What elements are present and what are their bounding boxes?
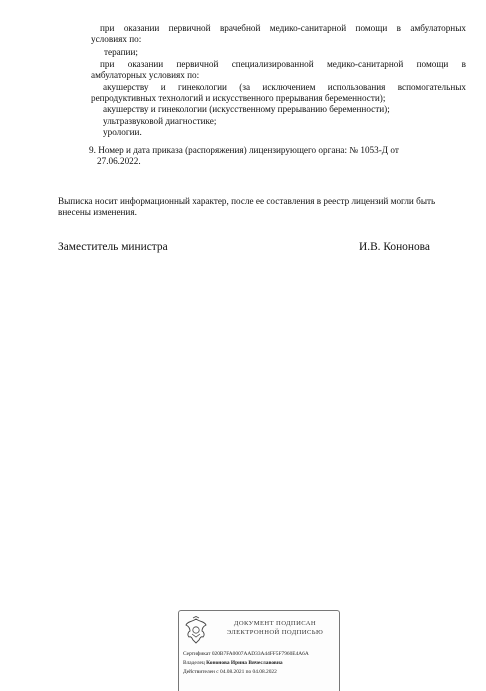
- order-line: 27.06.2022.: [97, 156, 141, 166]
- list-line: акушерству и гинекологии (искусственному прерыванию беременности);: [103, 104, 390, 114]
- stamp-certificate-label: Сертификат: [183, 651, 211, 657]
- list-line: репродуктивных технологий и искусственного прерывания беременности);: [91, 93, 386, 103]
- note-line: внесены изменения.: [58, 207, 137, 217]
- coat-of-arms-icon: [183, 616, 209, 646]
- stamp-validity-label: Действителен с: [183, 669, 219, 675]
- stamp-validity: [183, 669, 277, 676]
- list-line: при оказании первичной врачебной медико-санитарной помощи в амбулаторных: [100, 23, 466, 33]
- list-line: условиях по:: [91, 34, 142, 44]
- list-line: ультразвуковой диагностике;: [103, 116, 217, 126]
- e-signature-stamp: [178, 610, 340, 691]
- stamp-owner-value: Кононова Ирина Вячеславовна: [206, 660, 283, 666]
- signatory-name: И.В. Кононова: [359, 241, 430, 253]
- signatory-position: Заместитель министра: [58, 241, 168, 253]
- order-line: 9. Номер и дата приказа (распоряжения) лицензирующего органа: № 1053-Д от: [89, 145, 399, 155]
- stamp-certificate: [183, 651, 309, 658]
- list-line: акушерству и гинекологии (за исключением использования вспомогательных: [103, 82, 466, 92]
- list-line: при оказании первичной специализированной медико-санитарной помощи в: [100, 59, 466, 69]
- stamp-validity-value: 04.08.2021 по 04.08.2022: [220, 669, 277, 675]
- stamp-subtitle: ЭЛЕКТРОННОЙ ПОДПИСЬЮ: [226, 629, 324, 636]
- note-line: Выписка носит информационный характер, после ее составления в реестр лицензий могли быть: [58, 196, 436, 206]
- stamp-owner: [183, 660, 283, 667]
- list-line: урологии.: [103, 127, 142, 137]
- stamp-certificate-value: 020B7FA0007AAD33A44FF5F7960E4A6A: [211, 651, 309, 657]
- list-line: терапии;: [104, 47, 138, 57]
- stamp-title: ДОКУМЕНТ ПОДПИСАН: [233, 620, 317, 627]
- stamp-owner-label: Владелец: [183, 660, 205, 666]
- list-line: амбулаторных условиях по:: [91, 70, 200, 80]
